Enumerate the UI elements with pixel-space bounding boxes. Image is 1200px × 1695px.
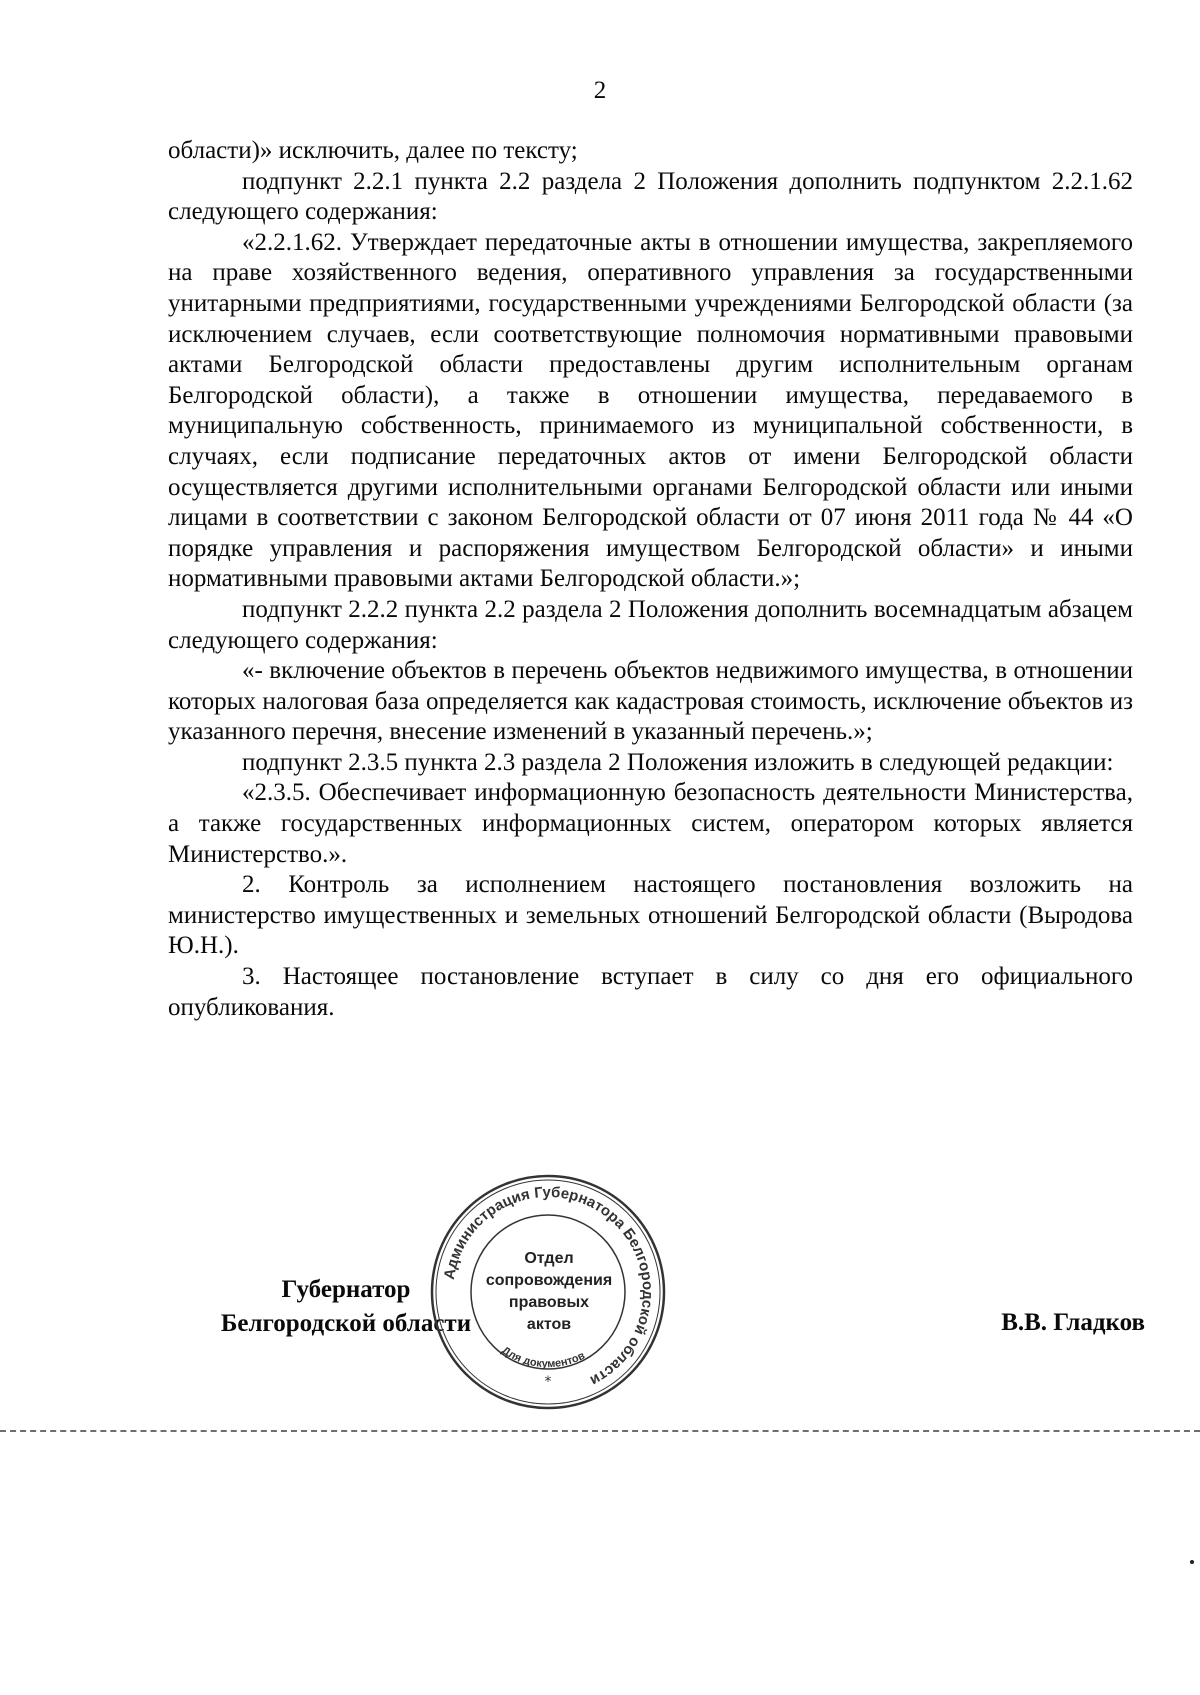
paragraph-4: подпункт 2.2.2 пункта 2.2 раздела 2 Положения дополнить восемнадцатым абзацем следующего содержания: (168, 595, 1133, 654)
paragraph-9: 3. Настоящее постановление вступает в силу со дня его официального опубликования. (168, 963, 1133, 1021)
signatory-title-line-1: Губернатор (281, 1276, 411, 1303)
seal-star-icon: * (544, 1374, 552, 1390)
signatory-title-line-2: Белгородской области (220, 1310, 472, 1337)
official-seal-stamp (428, 1172, 668, 1412)
seal-center-line-1: Отдел (524, 1250, 574, 1267)
seal-center-line-4: актов (526, 1316, 572, 1333)
seal-center-line-3: правовых (508, 1294, 590, 1311)
paragraph-5: «- включение объектов в перечень объектов недвижимого имущества, в отношении которых налоговая база определяется как кадастровая стоимость, исключение объектов из указанного перечня, внесение изменений в указанный перечень.»; (168, 657, 1133, 746)
seal-center-text (485, 1238, 613, 1346)
paragraph-7: «2.3.5. Обеспечивает информационную безопасность деятельности Министерства, а также государственных информационных систем, оператором которых является Министерство.». (168, 779, 1133, 868)
footer-divider (0, 1430, 1200, 1432)
seal-ring-text: Администрация Губернатора Белгородской области (440, 1183, 657, 1390)
paragraph-2: подпункт 2.2.1 пункта 2.2 раздела 2 Положения дополнить подпунктом 2.2.1.62 следующего содержания: (168, 167, 1133, 226)
paragraph-6: подпункт 2.3.5 пункта 2.3 раздела 2 Положения изложить в следующей редакции: (242, 748, 1114, 776)
paragraph-3: «2.2.1.62. Утверждает передаточные акты в отношении имущества, закрепляемого на праве хозяйственного ведения, оперативного управления за государственными унитарными предприятиями, государственными учреждениями Белгородской области (за исключением случаев, если соответствующие полномочия нормативными правовыми актами Белгородской области предоставлены другим исполнительным органам Белгородской области), а также в отношении имущества, передаваемого в муниципальную собственность, принимаемого из муниципальной собственности, в случаях, если подписание передаточных актов от имени Белгородской области осуществляется другими исполнительными органами Белгородской области или иными лицами в соответствии с законом Белгородской области от 07 июня 2011 года № 44 «О порядке управления и распоряжения имуществом Белгородской области» и иными нормативными правовыми актами Белгородской области.»; (168, 228, 1133, 593)
page-number: 2 (593, 77, 607, 104)
scan-artifact-dot (1190, 1560, 1194, 1564)
paragraph-8: 2. Контроль за исполнением настоящего постановления возложить на министерство имущественных и земельных отношений Белгородской области (Выродова Ю.Н.). (168, 871, 1133, 960)
paragraph-1: области)» исключить, далее по тексту; (168, 137, 578, 164)
document-body (168, 136, 1133, 1023)
signatory-name: В.В. Гладков (1001, 1309, 1145, 1336)
seal-center-line-2: сопровождения (485, 1272, 613, 1289)
seal-bottom-text: Для документов (499, 1344, 587, 1371)
